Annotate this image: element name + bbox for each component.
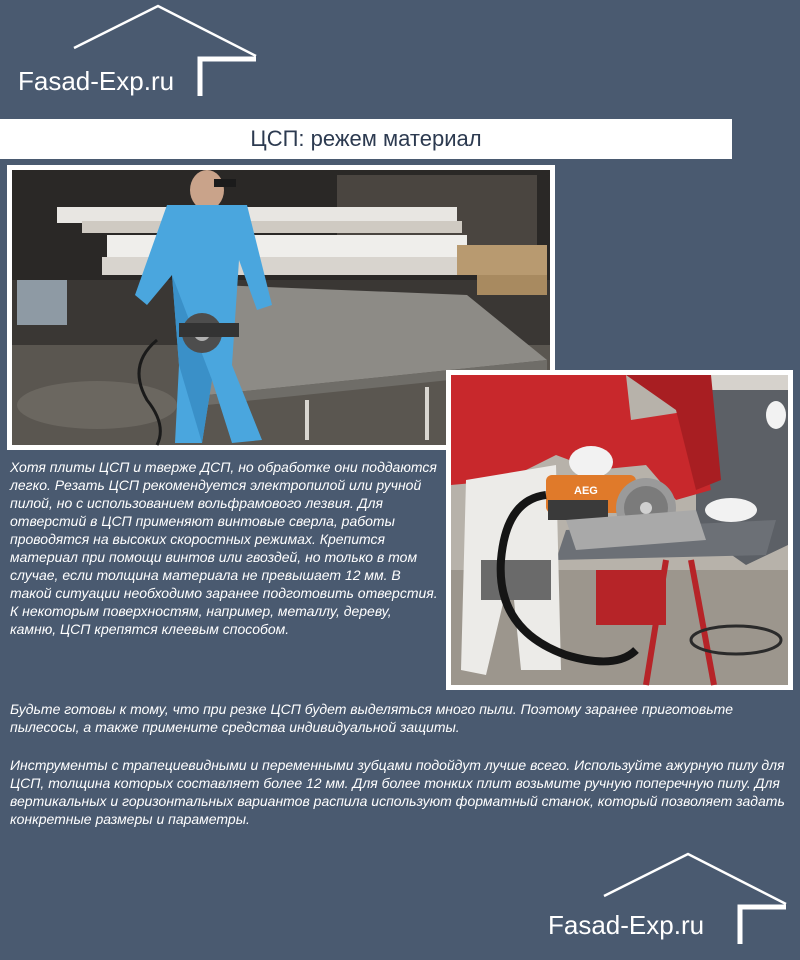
paragraph-dust: Будьте готовы к тому, что при резке ЦСП будет выделяться много пыли. Поэтому заранее приготовьте пылесосы, а также примените средства индивидуальной защиты. (10, 701, 734, 735)
site-logo-top[interactable] (10, 4, 270, 104)
saw-brand-label: AEG (574, 485, 598, 497)
paragraph-processing: Хотя плиты ЦСП и тверже ДСП, но обработке они поддаются легко. Резать ЦСП рекомендуется электропилой или ручной пилой, но с использованием вольфрамового лезвия. Для отверстий в ЦСП применяют винтовые сверла, работы проводятся на высоких скоростных режимах. Крепится материал при помощи винтов или гвоздей, но только в том случае, если толщина материала не превышает 12 мм. В такой ситуации необходимо заранее подготовить отверстия. К некоторым поверхностям, например, металлу, дереву, камню, ЦСП крепятся клеевым способом. (10, 459, 438, 637)
page-title: ЦСП: режем материал (250, 126, 482, 151)
logo-text: Fasad-Exp.ru (548, 910, 705, 940)
paragraph-tools: Инструменты с трапециевидными и переменными зубцами подойдут лучше всего. Используйте ажурную пилу для ЦСП, толщина которых составляет более 12 мм. Для более тонких плит возьмите ручную поперечную пилу. Для вертикальных и горизонтальных вариантов распила используют форматный станок, который позволяет задать конкретные размеры и параметры. (10, 757, 785, 827)
title-bar (0, 119, 732, 159)
site-logo-bottom[interactable] (540, 852, 800, 952)
photo-saw-closeup (446, 370, 793, 690)
logo-text: Fasad-Exp.ru (18, 66, 175, 96)
